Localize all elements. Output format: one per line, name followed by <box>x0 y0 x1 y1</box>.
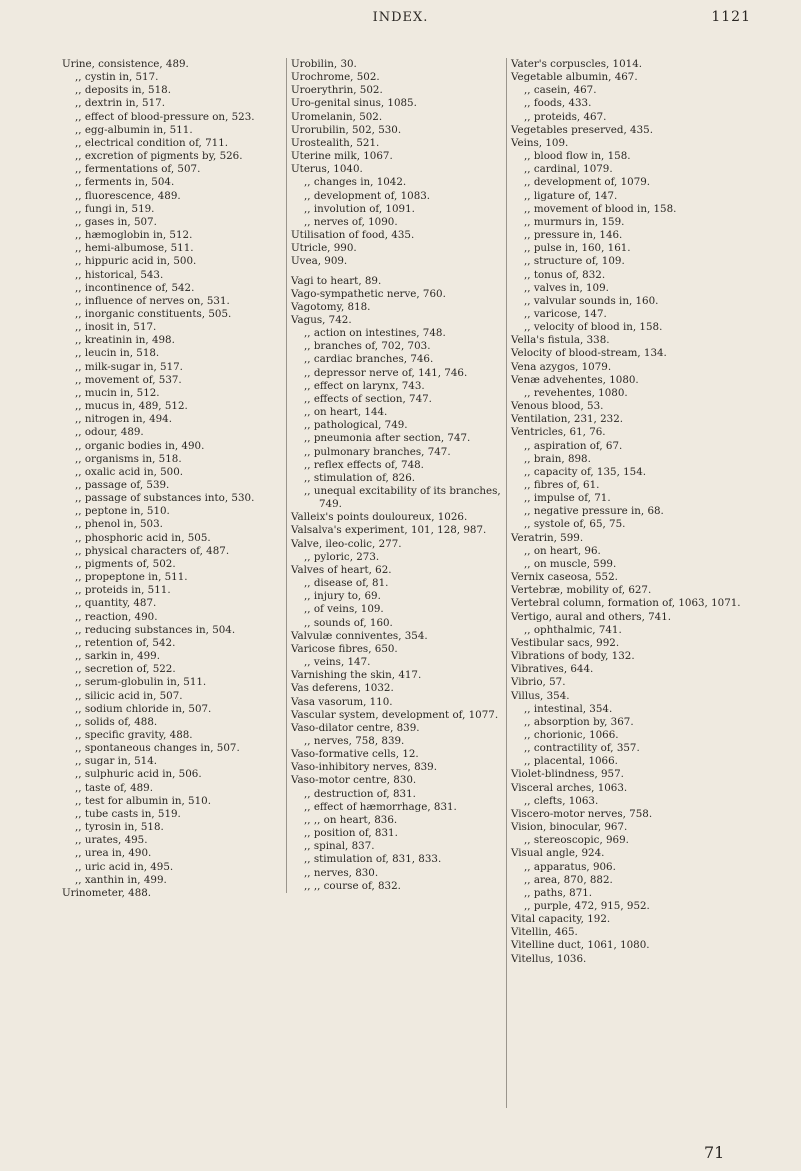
index-entry: Vitelline duct, 1061, 1080. <box>511 939 650 952</box>
index-subentry: ,, stimulation of, 831, 833. <box>304 853 442 866</box>
index-entry: Ventilation, 231, 232. <box>511 413 624 426</box>
index-subentry: ,, excretion of pigments by, 526. <box>75 150 243 163</box>
index-subentry: ,, systole of, 65, 75. <box>524 518 626 531</box>
index-column-1 <box>62 58 278 900</box>
index-entry: Vaso-motor centre, 830. <box>291 774 417 787</box>
index-entry: Urostealith, 521. <box>291 136 380 149</box>
index-subentry: ,, apparatus, 906. <box>524 860 616 873</box>
index-subentry: ,, on heart, 96. <box>524 544 601 557</box>
index-column-2 <box>286 58 503 893</box>
index-subentry: ,, kreatinin in, 498. <box>75 334 175 347</box>
index-subentry: ,, influence of nerves on, 531. <box>75 294 230 307</box>
index-entry: Vagi to heart, 89. <box>291 274 382 287</box>
index-subentry: ,, propeptone in, 511. <box>75 571 188 584</box>
index-subentry: ,, organisms in, 518. <box>75 452 182 465</box>
index-subentry: ,, pulmonary branches, 747. <box>304 445 451 458</box>
index-subentry: ,, serum-globulin in, 511. <box>75 676 207 689</box>
index-subentry: ,, hemi-albumose, 511. <box>75 242 194 255</box>
index-entry: Valvulæ conniventes, 354. <box>291 629 428 642</box>
index-entry: Uterine milk, 1067. <box>291 150 393 163</box>
index-subentry: ,, clefts, 1063. <box>524 794 599 807</box>
index-subentry: ,, reflex effects of, 748. <box>304 458 424 471</box>
index-subentry: ,, passage of, 539. <box>75 479 170 491</box>
index-entry: Vasa vasorum, 110. <box>291 695 393 708</box>
index-entry: Vagus, 742. <box>291 313 352 326</box>
index-subentry: ,, absorption by, 367. <box>524 715 634 728</box>
index-subentry: ,, stereoscopic, 969. <box>524 834 629 847</box>
index-subentry: ,, aspiration of, 67. <box>524 439 623 452</box>
index-subentry: ,, unequal excitability of its branches, 749. <box>304 485 501 511</box>
index-entry: Urinometer, 488. <box>62 886 152 899</box>
index-entry: Vernix caseosa, 552. <box>511 571 618 584</box>
index-subentry: ,, varicose, 147. <box>524 307 607 320</box>
index-entry: Urine, consistence, 489. <box>62 58 189 70</box>
index-subentry: ,, stimulation of, 826. <box>304 471 416 484</box>
index-entry: Vestibular sacs, 992. <box>511 636 620 649</box>
index-entry: Valve, ileo-colic, 277. <box>291 537 402 550</box>
index-entry: Vena azygos, 1079. <box>511 360 612 373</box>
index-subentry: ,, veins, 147. <box>304 656 371 669</box>
index-entry: Vagotomy, 818. <box>291 300 371 313</box>
index-subentry: ,, on heart, 144. <box>304 406 388 419</box>
page-number: 1121 <box>711 9 751 25</box>
index-subentry: ,, movement of blood in, 158. <box>524 202 677 215</box>
index-subentry: ,, movement of, 537. <box>75 373 182 386</box>
index-subentry: ,, effect on larynx, 743. <box>304 379 425 392</box>
index-entry: Valves of heart, 62. <box>291 563 392 576</box>
index-entry: Veins, 109. <box>511 136 569 149</box>
index-subentry: ,, sulphuric acid in, 506. <box>75 768 202 781</box>
index-entry: Venæ advehentes, 1080. <box>511 373 639 386</box>
index-subentry: ,, urates, 495. <box>75 834 148 847</box>
index-entry: Vision, binocular, 967. <box>511 821 628 834</box>
index-subentry: ,, fluorescence, 489. <box>75 189 181 202</box>
index-entry: Vertebral column, formation of, 1063, 1071. <box>511 597 741 610</box>
index-subentry: ,, leucin in, 518. <box>75 347 160 360</box>
index-entry: Veratrin, 599. <box>511 531 584 544</box>
index-entry: Vaso-dilator centre, 839. <box>291 721 420 734</box>
index-subentry: ,, development of, 1079. <box>524 176 651 189</box>
index-subentry: ,, blood flow in, 158. <box>524 150 631 163</box>
index-subentry: ,, proteids in, 511. <box>75 584 171 597</box>
index-subentry: ,, effects of section, 747. <box>304 392 432 405</box>
index-subentry: ,, mucin in, 512. <box>75 386 160 399</box>
page-title: INDEX. <box>372 10 429 25</box>
index-entry: Vital capacity, 192. <box>511 913 611 926</box>
index-entry: Vitellin, 465. <box>511 926 578 939</box>
index-subentry: ,, fermentations of, 507. <box>75 163 201 176</box>
index-subentry: ,, cardiac branches, 746. <box>304 353 434 366</box>
index-subentry: ,, phenol in, 503. <box>75 518 163 531</box>
index-entry: Vater's corpuscles, 1014. <box>511 58 643 70</box>
index-entry: Valsalva's experiment, 101, 128, 987. <box>291 524 487 537</box>
index-subentry: ,, retention of, 542. <box>75 636 176 649</box>
index-subentry: ,, cardinal, 1079. <box>524 163 613 176</box>
index-subentry: ,, pyloric, 273. <box>304 550 380 563</box>
index-entry: Vella's fistula, 338. <box>511 334 610 347</box>
index-entry: Visceral arches, 1063. <box>511 781 628 794</box>
index-entry: Valleix's points douloureux, 1026. <box>291 511 468 524</box>
index-subentry: ,, nerves, 830. <box>304 866 379 879</box>
index-subentry: ,, casein, 467. <box>524 84 597 97</box>
index-subentry: ,, sodium chloride in, 507. <box>75 702 212 715</box>
index-entry: Urobilin, 30. <box>291 58 357 70</box>
index-subentry: ,, electrical condition of, 711. <box>75 136 229 149</box>
index-subentry: ,, tyrosin in, 518. <box>75 821 164 834</box>
index-subentry: ,, valvular sounds in, 160. <box>524 294 659 307</box>
index-column-3 <box>506 58 751 1108</box>
index-entry: Ventricles, 61, 76. <box>511 426 606 439</box>
index-subentry: ,, tonus of, 832. <box>524 268 606 281</box>
index-subentry: ,, hippuric acid in, 500. <box>75 255 197 268</box>
index-subentry: ,, spontaneous changes in, 507. <box>75 742 240 755</box>
index-subentry: ,, impulse of, 71. <box>524 492 611 505</box>
index-entry: Vas deferens, 1032. <box>291 682 394 695</box>
index-entry: Urorubilin, 502, 530. <box>291 123 402 136</box>
index-entry: Velocity of blood-stream, 134. <box>511 347 667 360</box>
index-entry: Vegetables preserved, 435. <box>511 123 653 136</box>
index-subentry: ,, taste of, 489. <box>75 781 154 794</box>
index-subentry: ,, involution of, 1091. <box>304 202 415 215</box>
index-subentry: ,, sounds of, 160. <box>304 616 393 629</box>
index-subentry: ,, murmurs in, 159. <box>524 215 625 228</box>
index-subentry: ,, development of, 1083. <box>304 189 431 202</box>
index-subentry: ,, velocity of blood in, 158. <box>524 321 663 334</box>
index-subentry: ,, nitrogen in, 494. <box>75 413 172 426</box>
index-subentry: ,, paths, 871. <box>524 886 593 899</box>
index-entry: Vibrio, 57. <box>511 676 566 689</box>
index-subentry: ,, odour, 489. <box>75 426 144 439</box>
index-subentry: ,, dextrin in, 517. <box>75 97 165 110</box>
index-subentry: ,, area, 870, 882. <box>524 873 613 886</box>
index-subentry: ,, xanthin in, 499. <box>75 873 167 886</box>
index-subentry: ,, sugar in, 514. <box>75 755 158 768</box>
index-subentry: ,, test for albumin in, 510. <box>75 794 211 807</box>
index-subentry: ,, ferments in, 504. <box>75 176 175 189</box>
index-entry: Violet-blindness, 957. <box>511 768 624 781</box>
index-subentry: ,, physical characters of, 487. <box>75 544 230 557</box>
index-subentry: ,, oxalic acid in, 500. <box>75 465 184 478</box>
index-subentry: ,, gases in, 507. <box>75 215 157 228</box>
index-subentry: ,, chorionic, 1066. <box>524 728 619 741</box>
index-subentry: ,, structure of, 109. <box>524 255 625 268</box>
index-entry: Vertebræ, mobility of, 627. <box>511 584 652 597</box>
index-entry: Visual angle, 924. <box>511 847 605 860</box>
index-subentry: ,, negative pressure in, 68. <box>524 505 664 518</box>
index-entry: Uromelanin, 502. <box>291 110 383 123</box>
index-subentry: ,, changes in, 1042. <box>304 176 407 189</box>
index-subentry: ,, injury to, 69. <box>304 590 381 603</box>
index-subentry: ,, inorganic constituents, 505. <box>75 307 232 320</box>
index-subentry: ,, passage of substances into, 530. <box>75 492 255 505</box>
index-subentry: ,, depressor nerve of, 141, 746. <box>304 366 468 379</box>
index-subentry: ,, placental, 1066. <box>524 755 618 768</box>
index-subentry: ,, contractility of, 357. <box>524 742 640 755</box>
index-subentry: ,, organic bodies in, 490. <box>75 439 205 452</box>
index-subentry: ,, capacity of, 135, 154. <box>524 465 647 478</box>
index-entry: Vertigo, aural and others, 741. <box>511 610 672 623</box>
index-subentry: ,, ligature of, 147. <box>524 189 618 202</box>
index-entry: Vegetable albumin, 467. <box>511 71 638 84</box>
index-subentry: ,, destruction of, 831. <box>304 787 416 800</box>
index-entry: Varicose fibres, 650. <box>291 642 398 655</box>
index-entry: Utricle, 990. <box>291 242 357 255</box>
index-subentry: ,, ophthalmic, 741. <box>524 623 622 636</box>
index-subentry: ,, foods, 433. <box>524 97 592 110</box>
index-subentry: ,, spinal, 837. <box>304 840 375 853</box>
index-entry: Varnishing the skin, 417. <box>291 669 422 682</box>
index-subentry: ,, disease of, 81. <box>304 577 389 590</box>
index-subentry: ,, position of, 831. <box>304 827 398 840</box>
index-entry: Uvea, 909. <box>291 255 348 268</box>
index-subentry: ,, nerves of, 1090. <box>304 215 398 228</box>
index-subentry: ,, purple, 472, 915, 952. <box>524 900 650 912</box>
index-entry: Utilisation of food, 435. <box>291 229 415 242</box>
index-entry: Villus, 354. <box>511 689 570 702</box>
index-entry: Vibratives, 644. <box>511 663 594 676</box>
index-subentry: ,, reducing substances in, 504. <box>75 623 236 636</box>
index-entry: Venous blood, 53. <box>511 400 604 413</box>
index-subentry: ,, on muscle, 599. <box>524 557 617 570</box>
index-subentry: ,, phosphoric acid in, 505. <box>75 531 211 544</box>
index-subentry: ,, ,, course of, 832. <box>304 879 401 892</box>
index-subentry: ,, intestinal, 354. <box>524 702 613 715</box>
index-subentry: ,, peptone in, 510. <box>75 505 170 518</box>
index-entry: Viscero-motor nerves, 758. <box>511 807 653 820</box>
index-entry: Vitellus, 1036. <box>511 952 587 965</box>
index-subentry: ,, pigments of, 502. <box>75 557 176 570</box>
index-subentry: ,, of veins, 109. <box>304 603 384 616</box>
index-subentry: ,, proteids, 467. <box>524 110 607 123</box>
index-subentry: ,, branches of, 702, 703. <box>304 340 431 353</box>
index-subentry: ,, mucus in, 489, 512. <box>75 400 188 413</box>
index-subentry: ,, effect of hæmorrhage, 831. <box>304 800 457 813</box>
index-subentry: ,, incontinence of, 542. <box>75 281 195 294</box>
index-entry: Vago-sympathetic nerve, 760. <box>291 287 446 300</box>
index-entry: Vaso-formative cells, 12. <box>291 748 419 761</box>
index-subentry: ,, pathological, 749. <box>304 419 408 432</box>
index-subentry: ,, milk-sugar in, 517. <box>75 360 183 373</box>
signature-mark: 71 <box>704 1143 725 1162</box>
index-entry: Urochrome, 502. <box>291 71 380 84</box>
index-entry: Vaso-inhibitory nerves, 839. <box>291 761 437 774</box>
index-entry: Uroerythrin, 502. <box>291 84 383 97</box>
index-subentry: ,, fibres of, 61. <box>524 479 600 491</box>
index-subentry: ,, reaction, 490. <box>75 610 158 623</box>
index-subentry: ,, action on intestines, 748. <box>304 327 446 340</box>
index-subentry: ,, nerves, 758, 839. <box>304 734 405 747</box>
index-subentry: ,, inosit in, 517. <box>75 321 157 334</box>
index-entry: Vascular system, development of, 1077. <box>291 708 499 721</box>
index-entry: Uterus, 1040. <box>291 163 363 176</box>
index-subentry: ,, sarkin in, 499. <box>75 650 160 663</box>
index-subentry: ,, effect of blood-pressure on, 523. <box>75 110 255 123</box>
index-subentry: ,, historical, 543. <box>75 268 164 281</box>
index-subentry: ,, pressure in, 146. <box>524 229 623 242</box>
index-entry: Uro-genital sinus, 1085. <box>291 97 417 110</box>
index-subentry: ,, uric acid in, 495. <box>75 860 174 873</box>
index-subentry: ,, ,, on heart, 836. <box>304 813 398 826</box>
index-subentry: ,, secretion of, 522. <box>75 663 176 676</box>
index-subentry: ,, pneumonia after section, 747. <box>304 432 471 445</box>
index-subentry: ,, specific gravity, 488. <box>75 728 193 741</box>
index-subentry: ,, silicic acid in, 507. <box>75 689 183 702</box>
index-subentry: ,, valves in, 109. <box>524 281 609 294</box>
index-entry: Vibrations of body, 132. <box>511 650 635 663</box>
index-subentry: ,, tube casts in, 519. <box>75 807 181 820</box>
index-subentry: ,, hæmoglobin in, 512. <box>75 229 193 242</box>
index-subentry: ,, brain, 898. <box>524 452 591 465</box>
index-subentry: ,, deposits in, 518. <box>75 84 171 97</box>
index-subentry: ,, urea in, 490. <box>75 847 152 860</box>
index-subentry: ,, egg-albumin in, 511. <box>75 123 193 136</box>
index-subentry: ,, quantity, 487. <box>75 597 157 610</box>
index-subentry: ,, revehentes, 1080. <box>524 386 628 399</box>
index-subentry: ,, solids of, 488. <box>75 715 158 728</box>
index-subentry: ,, fungi in, 519. <box>75 202 155 215</box>
index-subentry: ,, cystin in, 517. <box>75 71 159 84</box>
index-subentry: ,, pulse in, 160, 161. <box>524 242 631 255</box>
